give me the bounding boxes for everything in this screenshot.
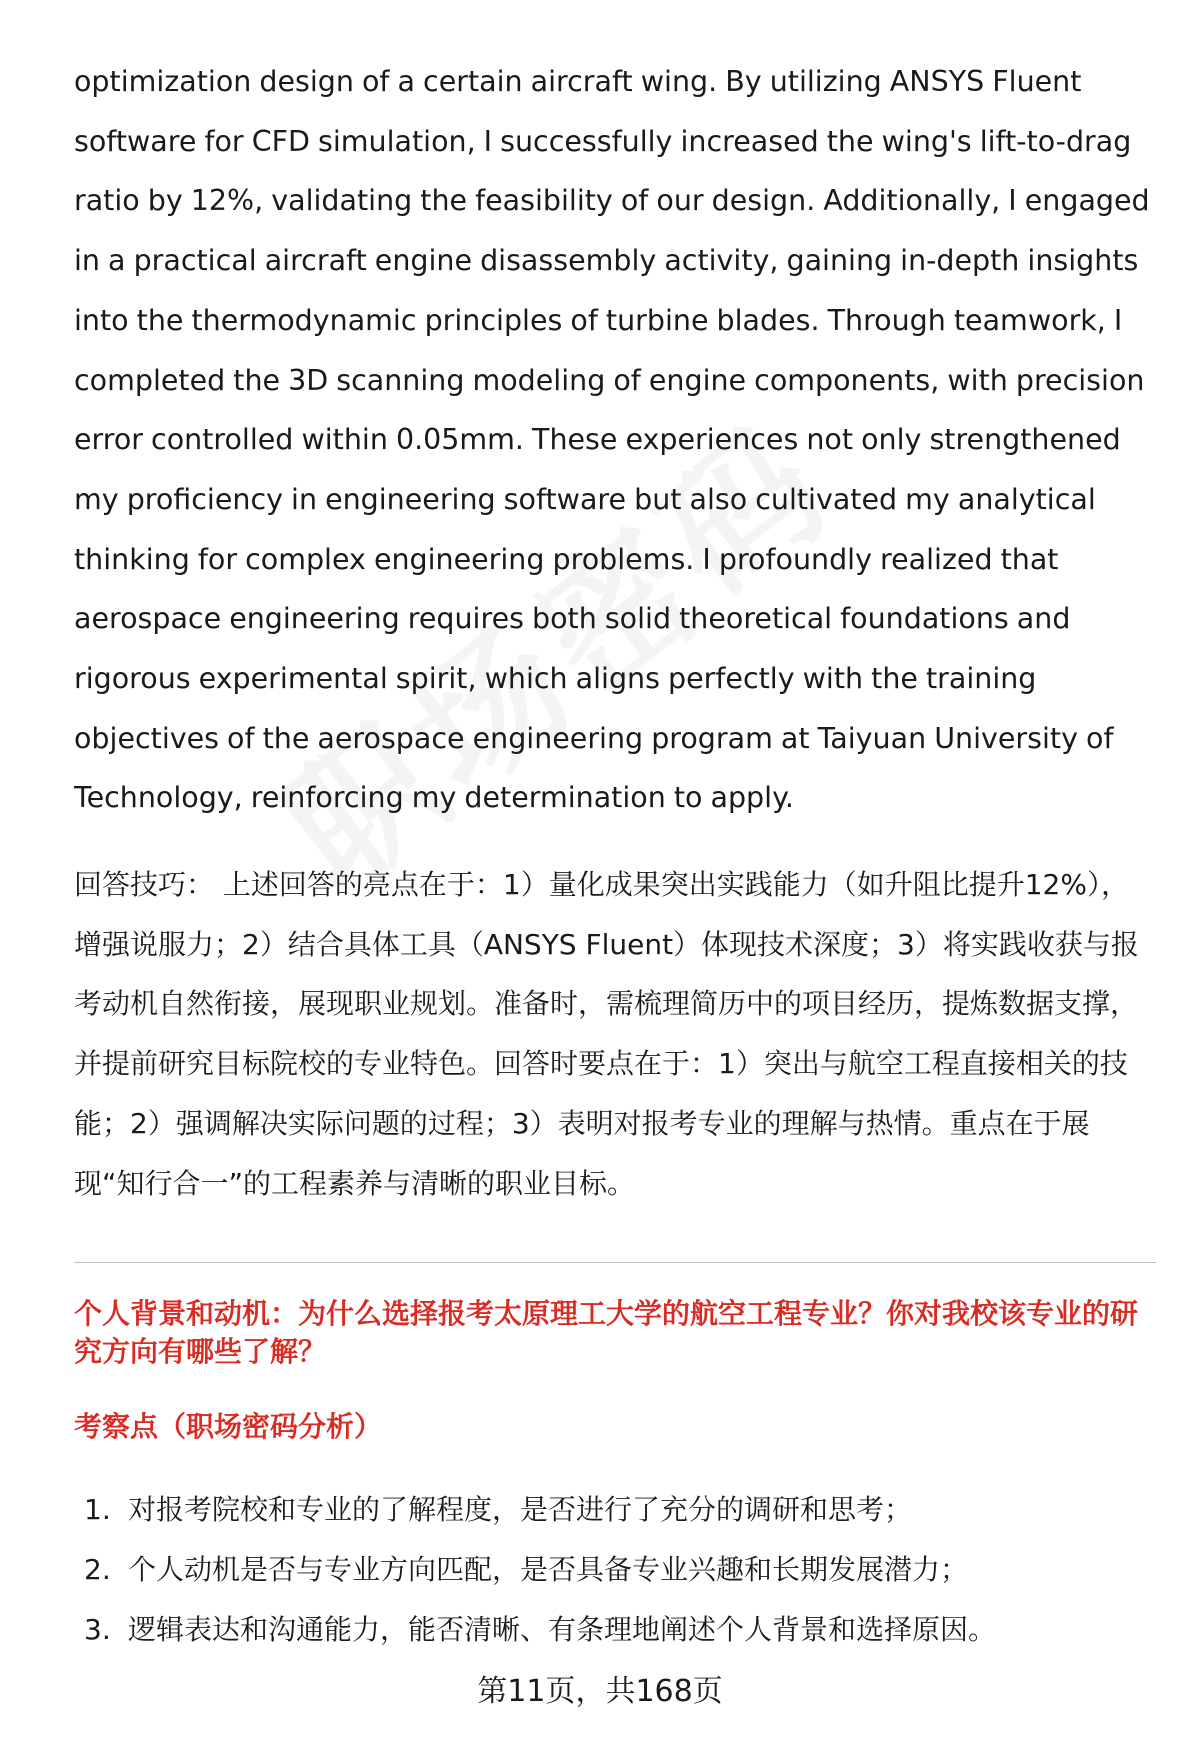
answer-tips-paragraph: 回答技巧： 上述回答的亮点在于：1）量化成果突出实践能力（如升阻比提升12%），增强说服力；2）结合具体工具（ANSYS Fluent）体现技术深度；3）将实践收获与报考动机自然衔接，展现职业规划。准备时，需梳理简历中的项目经历，提炼数据支撑，并提前研究目标院校的专业特色。回答时要点在于：1）突出与航空工程直接相关的技能；2）强调解决实际问题的过程；3）表明对报考专业的理解与热情。重点在于展现“知行合一”的工程素养与清晰的职业目标。 [74,868,1139,1200]
list-item-number: 2. [84,1553,111,1586]
list-item [84,1600,1154,1660]
list-item [84,1540,1154,1600]
page-number-footer: 第11页，共168页 [477,1674,723,1709]
section-divider [74,1262,1156,1263]
english-answer-paragraph: optimization design of a certain aircraft wing. By utilizing ANSYS Fluent software for CFD simulation, I successfully increased the wing's lift-to-drag ratio by 12%, validating the feasibility of our design. Additionally, I engaged in a practical aircraft engine disassembly activity, gaining in-depth insights into the thermodynamic principles of turbine blades. Through teamwork, I completed the 3D scanning modeling of engine components, with precision error controlled within 0.05mm. These experiences not only strengthened my proficiency in engineering software but also cultivated my analytical thinking for complex engineering problems. I profoundly realized that aerospace engineering requires both solid theoretical foundations and rigorous experimental spirit, which aligns perfectly with the training objectives of the aerospace engineering program at Taiyuan University of Technology, reinforcing my determination to apply. [74,65,1150,815]
list-item-number: 3. [84,1613,111,1646]
list-item-number: 1. [84,1493,111,1526]
list-item [84,1480,1154,1540]
list-item-text: 逻辑表达和沟通能力，能否清晰、有条理地阐述个人背景和选择原因。 [128,1613,997,1646]
assessment-heading: 考察点（职场密码分析） [74,1410,383,1443]
list-item-text: 对报考院校和专业的了解程度，是否进行了充分的调研和思考； [128,1493,913,1526]
question-heading: 个人背景和动机：为什么选择报考太原理工大学的航空工程专业？你对我校该专业的研究方向有哪些了解？ [74,1297,1139,1368]
list-item-text: 个人动机是否与专业方向匹配，是否具备专业兴趣和长期发展潜力； [128,1553,969,1586]
assessment-points-list [84,1480,1154,1660]
